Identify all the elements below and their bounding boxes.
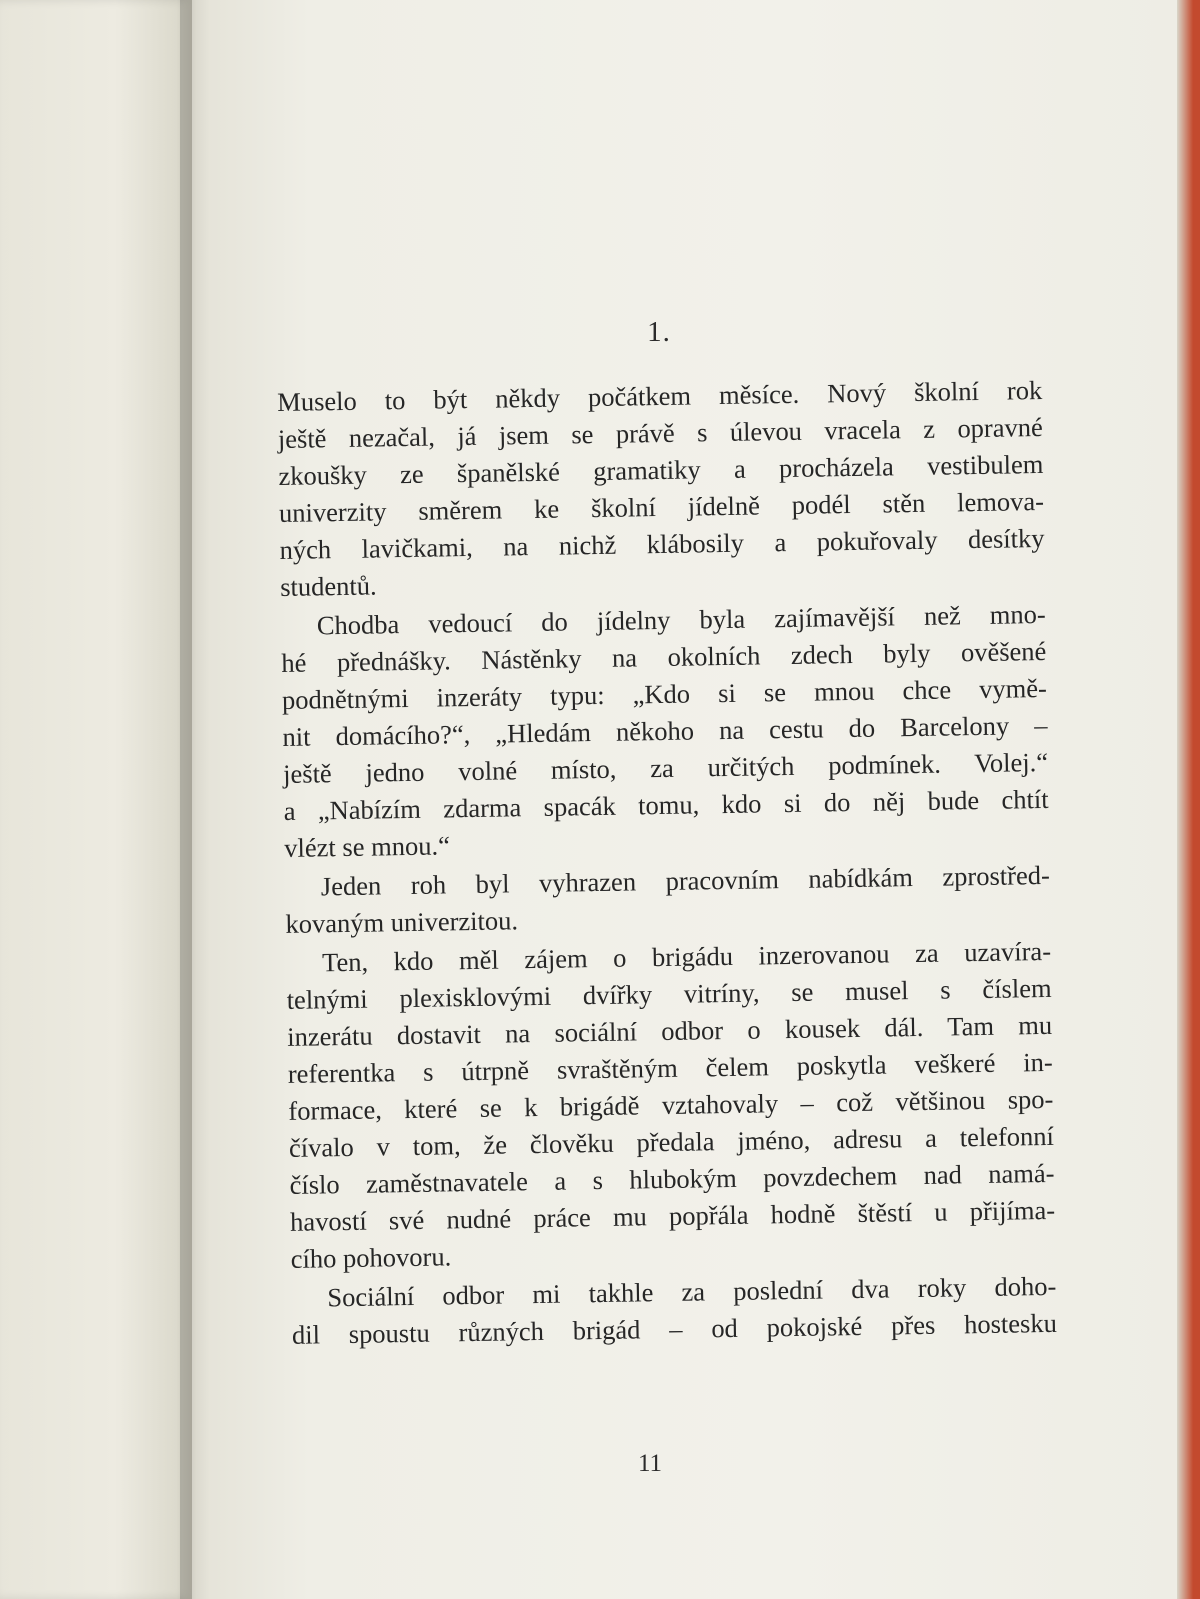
text-line: studentů. [279, 570, 377, 602]
paragraph [277, 372, 1045, 606]
text-line: vlézt se mnou.“ [284, 830, 451, 863]
left-page [0, 0, 192, 1599]
text-line: inzerátu dostavit na sociální odbor o kousek dál. Tam mu [287, 1009, 1053, 1052]
text-line: čívalo v tom, že člověku předala jméno, adresu a telefonní [288, 1120, 1055, 1163]
paragraph [291, 1268, 1057, 1354]
text-line: referentka s útrpně svraštěným čelem poskytla veškeré in- [287, 1046, 1053, 1089]
page-edge [1177, 0, 1200, 1599]
text-line: Chodba vedoucí do jídelny byla zajímavější než mno- [316, 598, 1046, 641]
text-line: formace, které se k brigádě vztahovaly – což většinou spo- [288, 1083, 1054, 1126]
paragraph [286, 933, 1056, 1278]
text-line: kovaným univerzitou. [285, 905, 519, 939]
paragraph [285, 857, 1051, 943]
page-number: 11 [637, 1450, 663, 1477]
text-line: dil spoustu různých brigád – od pokojské přes hostesku [291, 1307, 1058, 1350]
body-text [277, 372, 1057, 1354]
book-gutter [180, 0, 210, 1599]
text-line: Jeden roh byl vyhrazen pracovním nabídkám zprostřed- [320, 859, 1051, 902]
text-line: nit domácího?“, „Hledám někoho na cestu do Barcelony – [282, 709, 1048, 752]
text-line: havostí své nudné práce mu popřála hodně štěstí u přijíma- [289, 1194, 1056, 1237]
text-line: univerzity směrem ke školní jídelně podél stěn lemova- [278, 485, 1045, 528]
text-line: ných lavičkami, na nichž klábosily a pokuřovaly desítky [279, 522, 1045, 565]
text-line: Sociální odbor mi takhle za poslední dva roky doho- [327, 1270, 1057, 1313]
text-line: telnými plexisklovými dvířky vitríny, se musel s číslem [286, 972, 1052, 1015]
paragraph [281, 596, 1050, 867]
text-line: zkoušky ze španělské gramatiky a procházela vestibulem [278, 448, 1044, 491]
text-line: cího pohovoru. [290, 1241, 452, 1274]
text-line: ještě nezačal, já jsem se právě s úlevou vracela z opravné [277, 411, 1044, 454]
text-line: číslo zaměstnavatele a s hlubokým povzdechem nad namá- [289, 1157, 1055, 1200]
text-line: hé přednášky. Nástěnky na okolních zdech byly ověšené [281, 635, 1047, 678]
text-line: ještě jedno volné místo, za určitých podmínek. Volej.“ [282, 746, 1049, 789]
text-line: Muselo to být někdy počátkem měsíce. Nový školní rok [277, 374, 1043, 417]
text-line: Ten, kdo měl zájem o brigádu inzerovanou za uzavíra- [321, 935, 1052, 978]
text-line: a „Nabízím zdarma spacák tomu, kdo si do něj bude chtít [283, 783, 1049, 826]
text-line: podnětnými inzeráty typu: „Kdo si se mnou chce vymě- [281, 672, 1048, 715]
chapter-number: 1. [647, 316, 671, 348]
